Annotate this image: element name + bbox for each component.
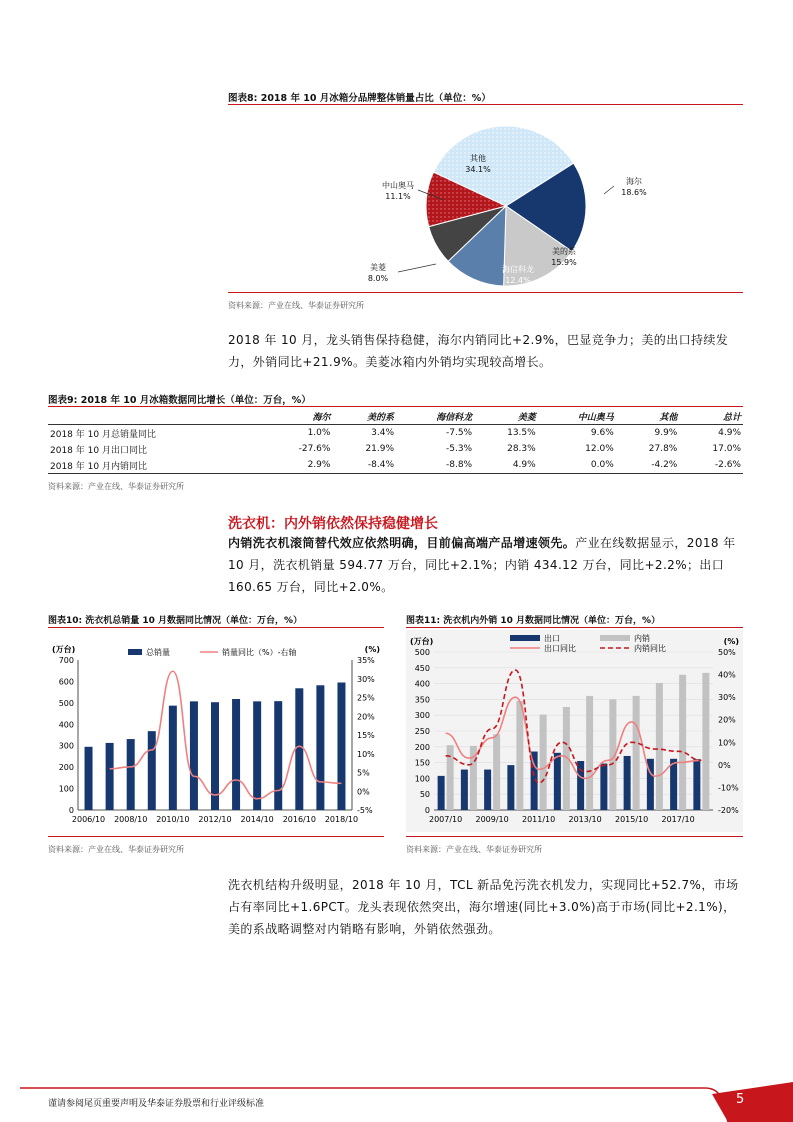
left-axis-unit: (万台) bbox=[410, 637, 434, 646]
y-tick-label: 200 bbox=[414, 742, 430, 752]
pie-slice-name: 中山奥马 bbox=[382, 181, 414, 190]
fig8-bottom-rule bbox=[228, 292, 743, 293]
table-header-cell: 美的系 bbox=[332, 408, 396, 425]
fig8-title-rule bbox=[228, 104, 743, 105]
fig11-title-rule bbox=[406, 627, 743, 628]
fig10-source: 资料来源：产业在线、华泰证券研究所 bbox=[48, 845, 184, 854]
table-header-cell bbox=[48, 408, 263, 425]
bar-出口 bbox=[693, 759, 700, 810]
legend-label-domestic: 内销 bbox=[634, 634, 650, 643]
y2-tick-label: 15% bbox=[357, 731, 375, 740]
y-tick-label: 150 bbox=[414, 758, 430, 768]
bar-总销量 bbox=[253, 701, 261, 810]
y-tick-label: 300 bbox=[414, 711, 430, 721]
fig11-title: 图表11: 洗衣机内外销 10 月数据同比情况（单位：万台，%） bbox=[406, 616, 661, 626]
table-cell: 2018 年 10 月总销量同比 bbox=[50, 429, 156, 440]
y2-tick-label: -5% bbox=[357, 806, 373, 815]
fig10-chart bbox=[48, 630, 384, 832]
y-tick-label: 100 bbox=[414, 774, 430, 784]
legend-label-line: 销量同比（%）-右轴 bbox=[222, 648, 297, 657]
pie-slice-value: 15.9% bbox=[551, 258, 577, 267]
table-cell: 1.0% bbox=[307, 428, 331, 438]
footer-disclaimer: 谨请参阅尾页重要声明及华泰证券股票和行业评级标准 bbox=[48, 1099, 265, 1109]
y-tick-label: 0 bbox=[68, 806, 74, 815]
table-cell: -7.5% bbox=[445, 428, 473, 438]
pie-slice-name: 海信科龙 bbox=[502, 265, 534, 274]
table-cell: 27.8% bbox=[648, 444, 678, 454]
pie-slice-name: 其他 bbox=[470, 154, 486, 163]
y-tick-label: 0 bbox=[424, 806, 430, 815]
y2-tick-label: 10% bbox=[718, 738, 736, 748]
pie-slice-name: 海尔 bbox=[626, 177, 642, 186]
table-row bbox=[48, 425, 743, 442]
legend-swatch-export bbox=[510, 635, 540, 641]
y2-tick-label: 35% bbox=[357, 656, 375, 665]
bar-出口 bbox=[577, 761, 584, 810]
table-cell: -8.8% bbox=[396, 457, 474, 474]
x-tick-label: 2015/10 bbox=[615, 815, 649, 824]
legend-label-export-yoy: 出口同比 bbox=[544, 644, 576, 653]
x-tick-label: 2006/10 bbox=[71, 815, 106, 824]
table-cell: 28.3% bbox=[507, 444, 536, 454]
pie-slice-value: 11.1% bbox=[385, 192, 411, 201]
bar-内销 bbox=[679, 675, 686, 810]
fig9-title: 图表9: 2018 年 10 月冰箱数据同比增长（单位：万台，%） bbox=[48, 395, 311, 406]
bar-总销量 bbox=[190, 701, 198, 810]
pie-leader-line bbox=[398, 264, 436, 272]
y2-tick-label: 25% bbox=[357, 693, 375, 703]
legend-label-bar: 总销量 bbox=[146, 648, 170, 657]
right-axis-unit: (%) bbox=[723, 637, 739, 646]
y2-tick-label: -10% bbox=[718, 783, 739, 793]
x-tick-label: 2017/10 bbox=[661, 815, 695, 824]
pie-slice-value: 34.1% bbox=[465, 165, 491, 174]
x-tick-label: 2011/10 bbox=[522, 815, 556, 824]
bar-内销 bbox=[447, 745, 454, 810]
table-cell: 12.0% bbox=[585, 444, 614, 454]
paragraph-washer: 洗衣机结构升级明显，2018 年 10 月，TCL 新品免污洗衣机发力，实现同比+52.7%，市场占有率同比+1.6PCT。龙头表现依然突出，海尔增速(同比+3.0%)高于市场(同比+2.1%)，美的系战略调整对内销略有影响，外销依然强劲。 bbox=[228, 878, 739, 936]
section-lead-bold: 内销洗衣机滚筒替代效应依然明确，目前偏高端产品增速领先。 bbox=[228, 536, 576, 550]
y2-tick-label: 20% bbox=[357, 712, 375, 722]
bar-出口 bbox=[461, 770, 468, 810]
table-cell: -5.3% bbox=[445, 444, 473, 454]
y-tick-label: 500 bbox=[58, 698, 74, 708]
bar-出口 bbox=[507, 765, 514, 810]
section-lead-text: 产业在线数据显示，2018 年 10 月，洗衣机销量 594.77 万台，同比+2.1%；内销 434.12 万台，同比+2.2%；出口 160.65 万台，同比+2.0%。 bbox=[228, 536, 736, 594]
pie-slice-value: 18.6% bbox=[621, 188, 647, 197]
line-销量同比（%）-右轴 bbox=[110, 671, 342, 799]
bar-内销 bbox=[540, 715, 547, 810]
table-header-row bbox=[48, 408, 743, 425]
table-cell: 9.6% bbox=[590, 428, 614, 438]
bar-出口 bbox=[438, 776, 445, 810]
table-header-cell: 美菱 bbox=[474, 408, 538, 425]
fig11-source: 资料来源：产业在线、华泰证券研究所 bbox=[406, 845, 542, 854]
bar-出口 bbox=[670, 759, 677, 810]
y2-tick-label: 5% bbox=[357, 768, 370, 778]
legend-swatch-domestic bbox=[600, 635, 630, 641]
x-tick-label: 2009/10 bbox=[475, 815, 509, 824]
table-cell: 4.9% bbox=[474, 457, 538, 474]
bar-总销量 bbox=[127, 739, 135, 810]
table-cell: 4.9% bbox=[718, 428, 741, 438]
x-tick-label: 2013/10 bbox=[568, 815, 602, 824]
table-cell: 13.5% bbox=[507, 428, 536, 438]
table-cell: 0.0% bbox=[538, 457, 616, 474]
bar-总销量 bbox=[148, 731, 156, 810]
bar-总销量 bbox=[106, 743, 114, 810]
bar-总销量 bbox=[232, 699, 240, 810]
bar-总销量 bbox=[85, 747, 93, 810]
x-tick-label: 2014/10 bbox=[240, 815, 274, 824]
bar-总销量 bbox=[295, 688, 303, 810]
y2-tick-label: 50% bbox=[718, 648, 736, 657]
table-cell: 17.0% bbox=[712, 444, 741, 454]
x-tick-label: 2007/10 bbox=[429, 815, 463, 824]
left-axis-unit: (万台) bbox=[52, 645, 76, 654]
fig8-source: 资料来源：产业在线、华泰证券研究所 bbox=[228, 301, 364, 310]
y2-tick-label: 10% bbox=[357, 749, 375, 759]
table-cell: 21.9% bbox=[365, 444, 395, 454]
fig8-title: 图表8: 2018 年 10 月冰箱分品牌整体销量占比（单位：%） bbox=[228, 93, 491, 104]
table-row bbox=[48, 457, 743, 474]
table-cell: 9.9% bbox=[654, 428, 678, 438]
fig10-title: 图表10: 洗衣机总销量 10 月数据同比情况（单位：万台，%） bbox=[48, 616, 303, 626]
y2-tick-label: 0% bbox=[357, 787, 370, 797]
table-header-cell: 总计 bbox=[679, 408, 743, 425]
page-number: 5 bbox=[736, 1092, 745, 1107]
y2-tick-label: 30% bbox=[357, 674, 375, 684]
section-title: 洗衣机：内外销依然保持稳健增长 bbox=[228, 516, 438, 532]
table-header-cell: 海信科龙 bbox=[396, 408, 474, 425]
table-cell: -2.6% bbox=[679, 457, 743, 474]
x-tick-label: 2010/10 bbox=[156, 815, 190, 824]
y-tick-label: 300 bbox=[58, 741, 74, 751]
pie-slice-value: 12.4% bbox=[505, 276, 531, 285]
bar-内销 bbox=[633, 696, 640, 810]
bar-出口 bbox=[600, 764, 607, 810]
table-row bbox=[48, 441, 743, 457]
y-tick-label: 400 bbox=[58, 720, 74, 730]
y2-tick-label: -20% bbox=[718, 806, 739, 815]
bar-出口 bbox=[484, 770, 491, 810]
x-tick-label: 2018/10 bbox=[324, 815, 359, 824]
bar-内销 bbox=[586, 696, 593, 810]
bar-出口 bbox=[554, 753, 561, 810]
fig8-pie-chart bbox=[228, 108, 743, 290]
bar-出口 bbox=[624, 756, 631, 810]
legend-swatch-bar bbox=[128, 649, 142, 655]
bar-内销 bbox=[702, 673, 709, 810]
pie-slice-name: 美的系 bbox=[552, 247, 576, 256]
y2-tick-label: 0% bbox=[718, 760, 731, 770]
fig11-bottom-rule bbox=[406, 836, 743, 837]
section-lead bbox=[228, 532, 743, 598]
bar-内销 bbox=[516, 701, 523, 810]
table-cell: 2018 年 10 月内销同比 bbox=[48, 457, 263, 474]
right-axis-unit: (%) bbox=[364, 645, 380, 654]
table-cell: 2.9% bbox=[263, 457, 333, 474]
bar-内销 bbox=[493, 734, 500, 810]
bar-总销量 bbox=[316, 685, 324, 810]
legend-label-export: 出口 bbox=[544, 634, 560, 643]
fig9-source: 资料来源：产业在线、华泰证券研究所 bbox=[48, 482, 184, 491]
x-tick-label: 2012/10 bbox=[198, 815, 232, 824]
y-tick-label: 500 bbox=[414, 648, 430, 657]
bar-总销量 bbox=[169, 706, 177, 810]
y-tick-label: 50 bbox=[419, 790, 430, 800]
bar-总销量 bbox=[337, 683, 345, 811]
y2-tick-label: 30% bbox=[718, 693, 736, 703]
x-tick-label: 2016/10 bbox=[282, 815, 316, 824]
y2-tick-label: 20% bbox=[718, 715, 736, 725]
table-cell: 2018 年 10 月出口同比 bbox=[50, 445, 147, 456]
pie-slice-value: 8.0% bbox=[367, 274, 389, 283]
table-cell: -8.4% bbox=[332, 457, 396, 474]
table-header-cell: 海尔 bbox=[263, 408, 333, 425]
y-tick-label: 450 bbox=[414, 663, 430, 673]
legend-label-domestic-yoy: 内销同比 bbox=[634, 644, 666, 653]
bar-内销 bbox=[656, 683, 663, 810]
y-tick-label: 250 bbox=[414, 727, 430, 736]
table-header-cell: 其他 bbox=[616, 408, 680, 425]
table-header-cell: 中山奥马 bbox=[538, 408, 616, 425]
y-tick-label: 600 bbox=[58, 677, 74, 687]
fig9-table bbox=[48, 408, 743, 474]
y2-tick-label: 40% bbox=[718, 670, 736, 680]
fig11-chart bbox=[406, 630, 743, 832]
y-tick-label: 200 bbox=[58, 763, 74, 773]
y-tick-label: 700 bbox=[58, 656, 74, 665]
fig9-title-rule bbox=[48, 406, 743, 407]
bar-总销量 bbox=[274, 701, 282, 810]
paragraph-fridge: 2018 年 10 月，龙头销售保持稳健，海尔内销同比+2.9%，巴显竞争力；美的出口持续发力，外销同比+21.9%。美菱冰箱内外销均实现较高增长。 bbox=[228, 333, 729, 369]
table-cell: -27.6% bbox=[298, 444, 331, 454]
table-cell: 3.4% bbox=[371, 428, 395, 438]
x-tick-label: 2008/10 bbox=[114, 815, 148, 824]
y-tick-label: 350 bbox=[414, 695, 430, 705]
pie-slice-name: 美菱 bbox=[370, 263, 386, 272]
table-cell: -4.2% bbox=[616, 457, 680, 474]
fig10-title-rule bbox=[48, 627, 384, 628]
y-tick-label: 400 bbox=[414, 679, 430, 689]
fig10-bottom-rule bbox=[48, 836, 384, 837]
y-tick-label: 100 bbox=[58, 784, 74, 794]
pie-leader-line bbox=[604, 186, 614, 194]
